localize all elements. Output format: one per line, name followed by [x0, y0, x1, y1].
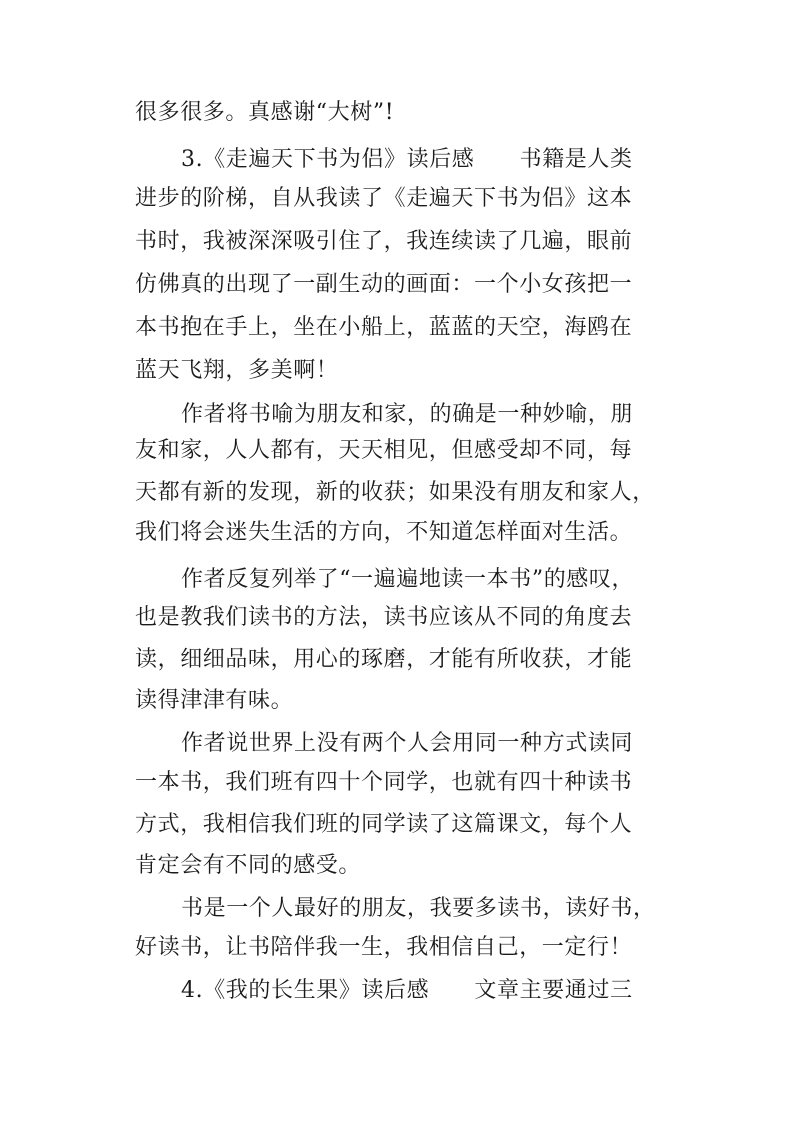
text-line: 好读书，让书陪伴我一生，我相信自己，一定行！ [135, 935, 633, 960]
text-line: 读得津津有味。 [135, 688, 294, 713]
text-line: 很多很多。真感谢“大树”! [135, 100, 395, 125]
text-line: 作者将书喻为朋友和家，的确是一种妙喻，朋 [181, 402, 634, 427]
text-line: 4.《我的长生果》读后感 文章主要通过三 [181, 978, 633, 1003]
text-line: 一本书，我们班有四十个同学，也就有四十种读书 [135, 770, 633, 795]
text-line: 3.《走遍天下书为侣》读后感 书籍是人类 [181, 147, 633, 172]
text-line: 友和家，人人都有，天天相见，但感受却不同，每 [135, 438, 633, 463]
text-line: 我们将会迷失生活的方向，不知道怎样面对生活。 [135, 520, 633, 545]
text-line: 方式，我相信我们班的同学读了这篇课文，每个人 [135, 812, 633, 837]
text-line: 天都有新的发现，新的收获；如果没有朋友和家人， [135, 480, 655, 505]
text-line: 书时，我被深深吸引住了，我连续读了几遍，眼前 [135, 229, 633, 254]
text-line: 进步的阶梯，自从我读了《走遍天下书为侣》这本 [135, 186, 633, 211]
text-line: 作者说世界上没有两个人会用同一种方式读同 [181, 731, 634, 756]
text-line: 作者反复列举了“一遍遍地读一本书”的感叹， [181, 567, 635, 592]
text-line: 蓝天飞翔，多美啊！ [135, 358, 339, 383]
text-line: 也是教我们读书的方法，读书应该从不同的角度去 [135, 605, 633, 630]
text-line: 肯定会有不同的感受。 [135, 853, 362, 878]
text-line: 仿佛真的出现了一副生动的画面：一个小女孩把一 [135, 272, 633, 297]
text-line: 本书抱在手上，坐在小船上，蓝蓝的天空，海鸥在 [135, 315, 633, 340]
text-line: 书是一个人最好的朋友，我要多读书，读好书， [181, 896, 656, 921]
text-line: 读，细细品味，用心的琢磨，才能有所收获，才能 [135, 647, 633, 672]
